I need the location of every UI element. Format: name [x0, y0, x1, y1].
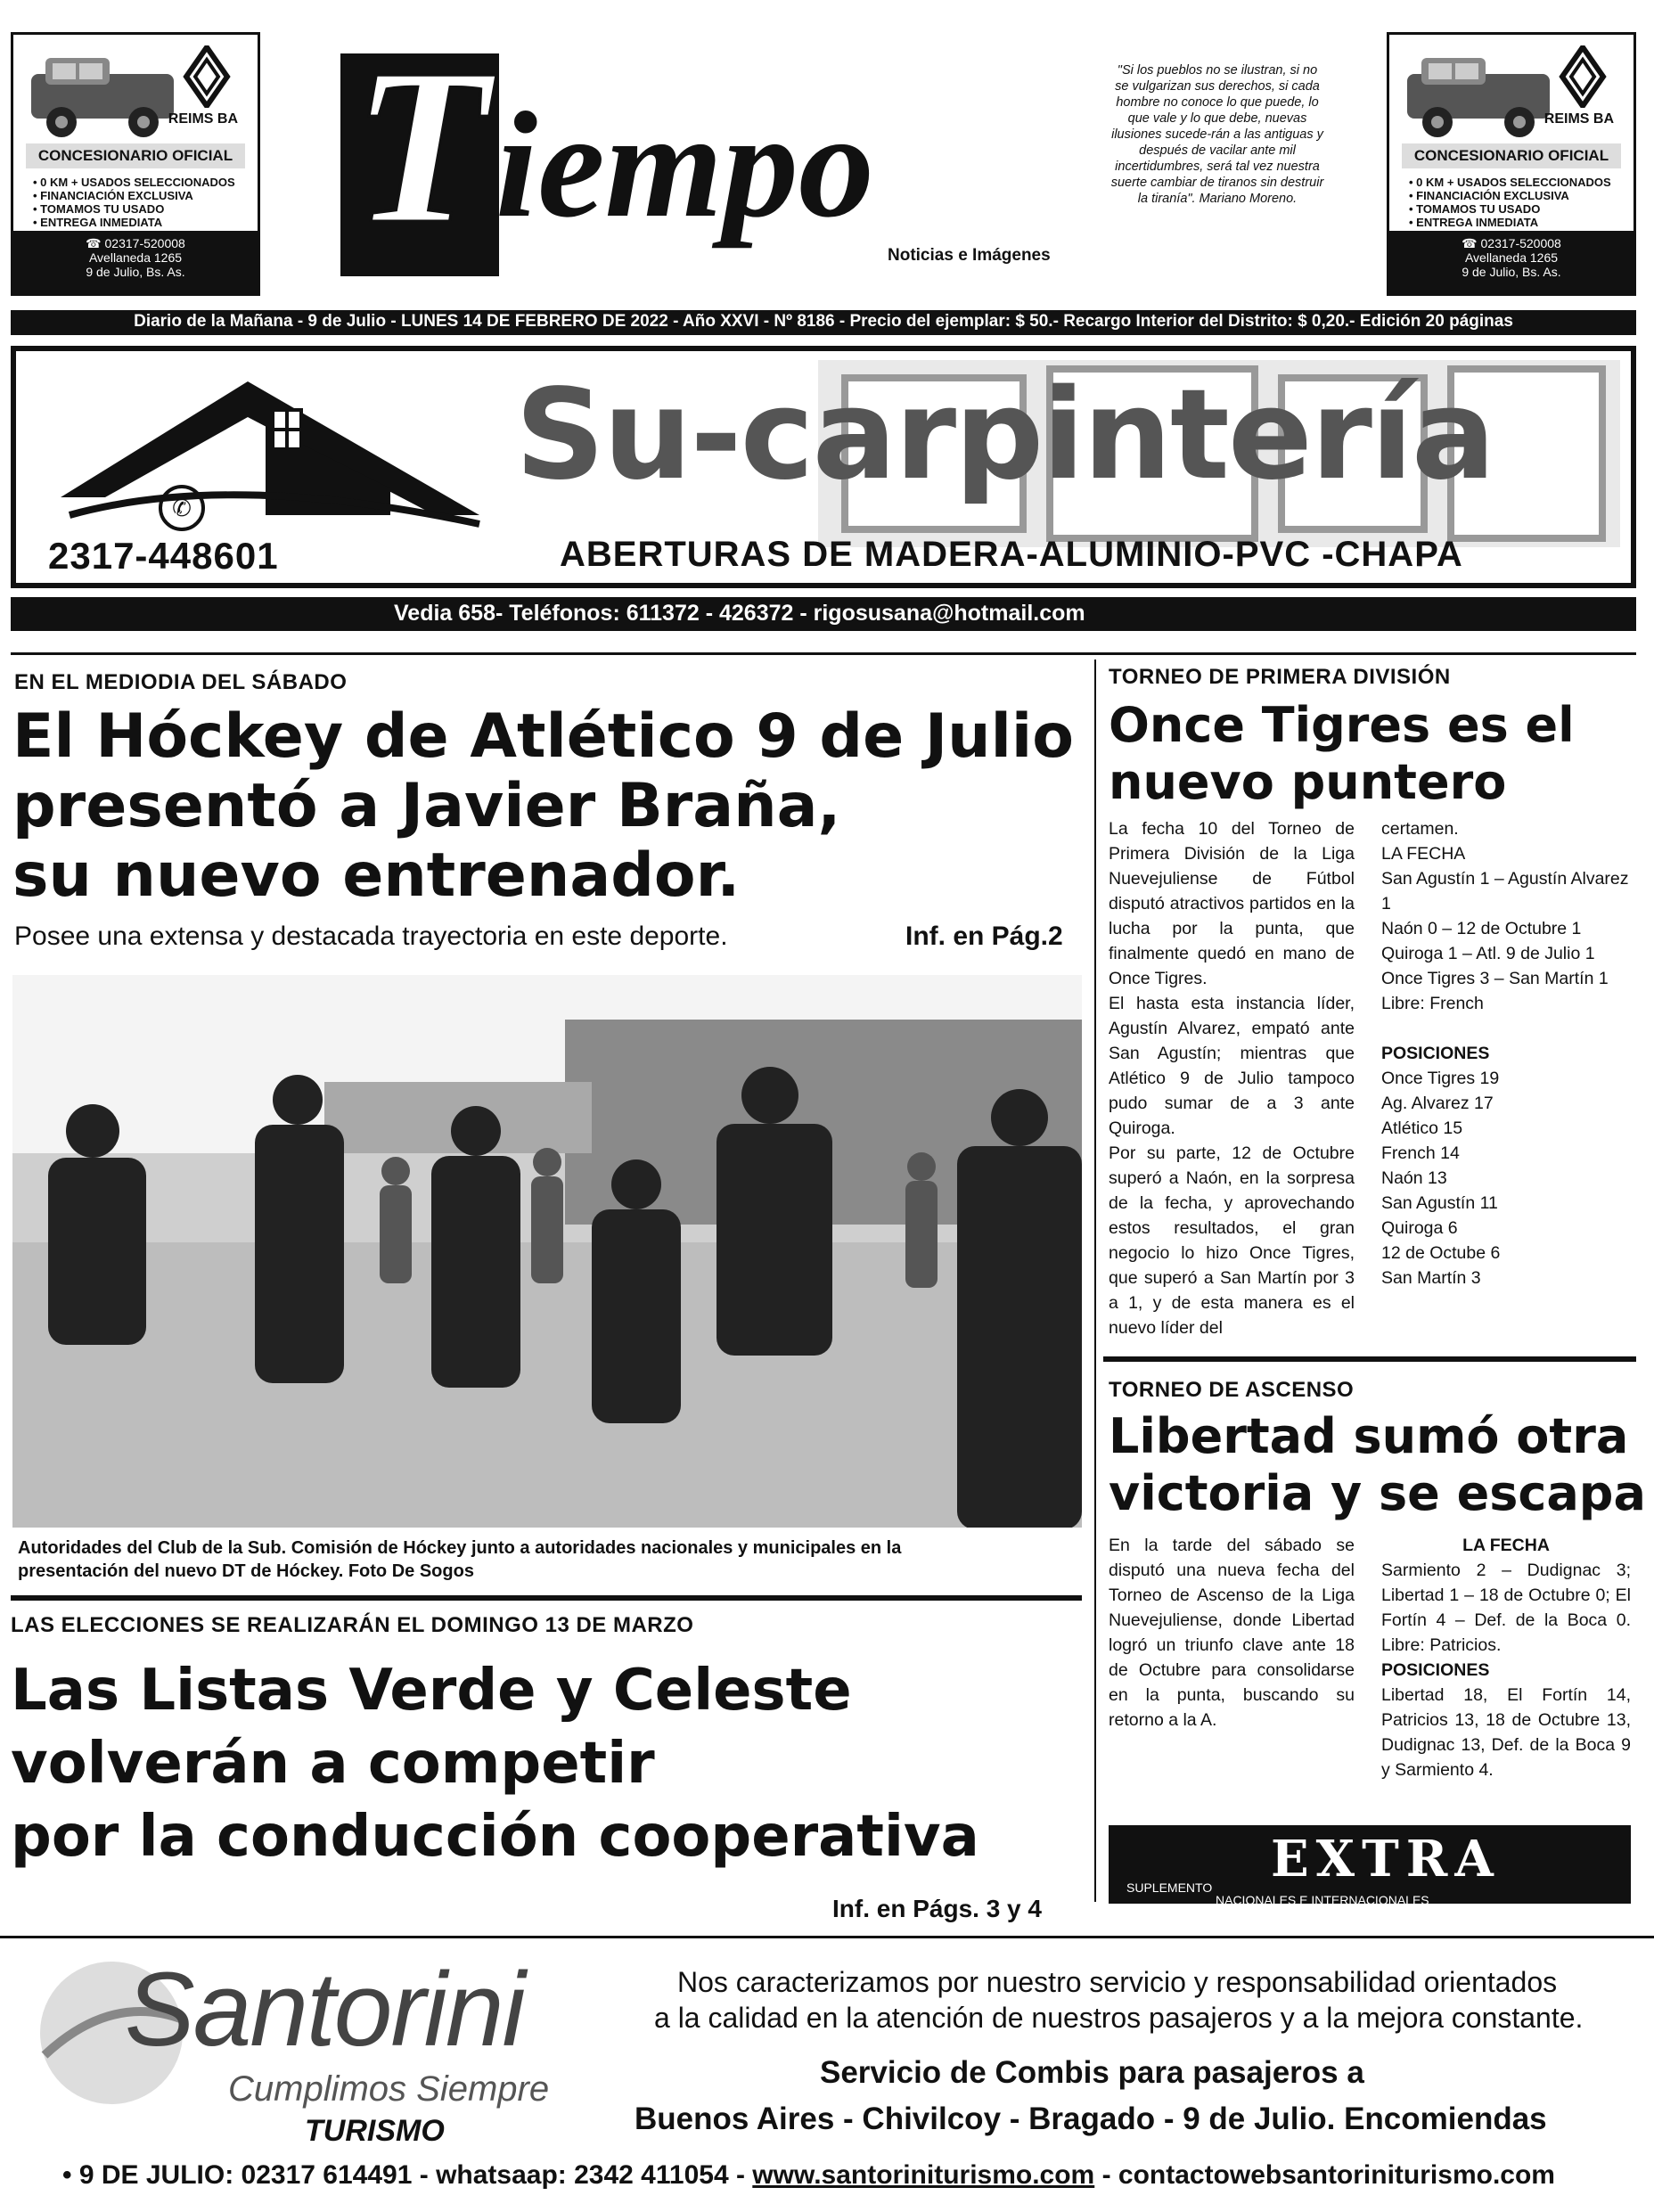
- side-ad-footer: [1389, 231, 1634, 293]
- primera-kicker: TORNEO DE PRIMERA DIVISIÓN: [1109, 665, 1451, 689]
- text-line: certamen.: [1381, 819, 1459, 839]
- ascenso-column-2: [1381, 1533, 1631, 1782]
- carpinteria-address-bar: [11, 597, 1636, 631]
- text-line: Quiroga 1 – Atl. 9 de Julio 1: [1381, 944, 1595, 963]
- headline-line: por la conducción cooperativa: [11, 1804, 979, 1870]
- phone-icon: ☎: [86, 236, 102, 250]
- elections-headline: [11, 1654, 979, 1873]
- headline-line: Las Listas Verde y Celeste: [11, 1658, 852, 1724]
- position-item: Ag. Alvarez 17: [1381, 1094, 1494, 1113]
- position-item: San Agustín 11: [1381, 1193, 1498, 1213]
- side-ad-footer: [13, 231, 258, 293]
- lead-photo: [12, 975, 1082, 1528]
- santorini-service1: Servicio de Combis para pasajeros a: [820, 2055, 1364, 2090]
- santorini-ad: [0, 1939, 1654, 2212]
- headline-line: El Hóckey de Atlético 9 de Julio: [12, 701, 1074, 772]
- paragraph: Por su parte, 12 de Octubre superó a Naón, en la sorpresa de la fecha, y aprovechando estos resultados, el gran negocio lo hizo Once Tigres, que superó a San Martín por 3 a 1, y de esta manera es el nuevo líder del: [1109, 1143, 1355, 1338]
- house-roof-icon: [52, 364, 497, 542]
- santorini-service2: Buenos Aires - Chivilcoy - Bragado - 9 de Julio. Encomiendas: [635, 2101, 1547, 2136]
- headline-line: presentó a Javier Braña,: [12, 771, 841, 841]
- positions-title: POSICIONES: [1381, 1660, 1490, 1680]
- position-item: San Martín 3: [1381, 1268, 1481, 1288]
- paragraph: La fecha 10 del Torneo de Primera División de la Liga Nuevejuliense de Fútbol disputó atractivos partidos en la lucha por la punta, que finalmente quedó en mano de Once Tigres.: [1109, 819, 1355, 988]
- headline-line: su nuevo entrenador.: [12, 840, 741, 911]
- santorini-website-link[interactable]: www.santorinituris​mo.com: [752, 2160, 1095, 2190]
- story-divider: [11, 1595, 1082, 1601]
- text-line: Naón 0 – 12 de Octubre 1: [1381, 919, 1582, 938]
- elections-page-ref: Inf. en Págs. 3 y 4: [832, 1895, 1042, 1922]
- paragraph: Sarmiento 2 – Dudignac 3; Libertad 1 – 18 de Octubre 0; El Fortín 4 – Def. de la Boca 0. Libre: Patricios.: [1381, 1561, 1631, 1655]
- renault-logo-icon: [181, 45, 233, 108]
- lead-photo-caption: [18, 1536, 901, 1583]
- caption-line: Autoridades del Club de la Sub. Comisión de Hóckey junto a autoridades nacionales y municipales en la: [18, 1538, 902, 1558]
- lead-page-ref: Inf. en Pág.2: [905, 922, 1063, 951]
- side-ad-address2: 9 de Julio, Bs. As.: [1462, 265, 1561, 279]
- side-ad-address1: Avellaneda 1265: [1464, 250, 1559, 265]
- side-ad-right: [1387, 32, 1636, 296]
- list-item: • FINANCIACIÓN EXCLUSIVA: [1409, 189, 1569, 202]
- position-item: Once Tigres 19: [1381, 1069, 1500, 1088]
- extra-supplement-box: [1109, 1825, 1631, 1907]
- issue-info-bar: Diario de la Mañana - 9 de Julio - LUNES 14 DE FEBRERO DE 2022 - Año XXVI - Nº 8186 - Precio del ejemplar: $ 50.- Recargo Interior del Distrito: $ 0,20.- Edición 20 páginas: [11, 310, 1636, 335]
- side-ad-list: [33, 176, 235, 229]
- group-photo-image: [12, 975, 1082, 1528]
- position-item: Naón 13: [1381, 1168, 1447, 1188]
- section-divider: [11, 652, 1636, 655]
- carpinteria-title: Su-carpintería: [515, 363, 1494, 508]
- ascenso-kicker: TORNEO DE ASCENSO: [1109, 1378, 1355, 1402]
- whatsapp-icon: ✆: [159, 485, 205, 531]
- renault-logo-icon: [1557, 45, 1609, 108]
- side-ad-brand: REIMS BA: [1543, 111, 1614, 127]
- side-ad-phone: 02317-520008: [1480, 236, 1561, 250]
- list-item: • 0 KM + USADOS SELECCIONADOS: [33, 176, 235, 189]
- santorini-footer-contact: • 9 DE JULIO: 02317 614491 - whatsaap: 2342 411054 -: [62, 2160, 753, 2190]
- lead-kicker: EN EL MEDIODIA DEL SÁBADO: [14, 670, 348, 694]
- text-line: LA FECHA: [1381, 844, 1466, 864]
- headline-line: Once Tigres es el: [1109, 697, 1575, 753]
- primera-column-2: [1381, 816, 1631, 1290]
- text-line: San Agustín 1 – Agustín Alvarez 1: [1381, 869, 1629, 913]
- carpinteria-phone: 2317-448601: [48, 535, 279, 577]
- side-ad-badge: CONCESIONARIO OFICIAL: [1402, 143, 1621, 168]
- masthead-logo-word: iempo: [495, 81, 874, 249]
- positions-title: POSICIONES: [1381, 1044, 1490, 1063]
- column-divider: [1094, 660, 1096, 1902]
- santorini-footer-email: - contactowebsantorinituris​mo.com: [1094, 2160, 1555, 2190]
- paragraph: El hasta esta instancia líder, Agustín Alvarez, empató ante San Agustín; mientras que Atlético 9 de Julio tampoco pudo sumar de a 3 ante Quiroga.: [1109, 994, 1355, 1138]
- carpinteria-address: Vedia 658- Teléfonos: 611372 - 426372 - rigosusana@hotmail.com: [394, 601, 1085, 626]
- phone-icon: ☎: [1462, 236, 1478, 250]
- list-item: • ENTREGA INMEDIATA: [33, 216, 163, 229]
- position-item: French 14: [1381, 1143, 1460, 1163]
- paragraph: En la tarde del sábado se disputó una nueva fecha del Torneo de Ascenso de la Liga Nuevejuliense, donde Libertad logró un triunfo clave ante 18 de Octubre para consolidarse en la punta, buscando su retorno a la A.: [1109, 1536, 1355, 1730]
- headline-line: Libertad sumó otra: [1109, 1408, 1629, 1464]
- position-item: 12 de Octube 6: [1381, 1243, 1501, 1263]
- carpinteria-banner: [11, 346, 1636, 588]
- ascenso-column-1: [1109, 1533, 1355, 1733]
- position-item: Atlético 15: [1381, 1118, 1463, 1138]
- side-ad-badge: CONCESIONARIO OFICIAL: [26, 143, 245, 168]
- list-item: • TOMAMOS TU USADO: [1409, 202, 1541, 216]
- list-item: • ENTREGA INMEDIATA: [1409, 216, 1539, 229]
- elections-kicker: LAS ELECCIONES SE REALIZARÁN EL DOMINGO 13 DE MARZO: [11, 1613, 694, 1637]
- side-ad-address1: Avellaneda 1265: [88, 250, 183, 265]
- side-ad-phone: 02317-520008: [104, 236, 185, 250]
- santorini-brand: Santorini: [125, 1951, 524, 2069]
- side-ad-left: [11, 32, 260, 296]
- text-line: Libre: French: [1381, 994, 1484, 1013]
- side-ad-address2: 9 de Julio, Bs. As.: [86, 265, 185, 279]
- lead-deck: Posee una extensa y destacada trayectoria en este deporte.: [14, 922, 728, 951]
- pickup-truck-image: [26, 47, 177, 145]
- list-item: • TOMAMOS TU USADO: [33, 202, 165, 216]
- headline-line: nuevo puntero: [1109, 754, 1507, 810]
- position-item: Quiroga 6: [1381, 1218, 1458, 1238]
- santorini-slogan: Cumplimos Siempre: [228, 2069, 550, 2109]
- list-item: • FINANCIACIÓN EXCLUSIVA: [33, 189, 193, 202]
- primera-column-1: [1109, 816, 1355, 1340]
- caption-line: presentación del nuevo DT de Hóckey. Foto De Sogos: [18, 1561, 474, 1581]
- masthead-quote: "Si los pueblos no se ilustran, si no se vulgarizan sus derechos, si cada hombre no conoce lo que puede, lo que vale y lo que debe, nuevas ilusiones sucede-rán a las antiguas y después de vacilar ante mil incertidumbres, será tal vez nuestra suerte cambiar de tiranos sin destruir la tiranía". Mariano Moreno.: [1110, 63, 1324, 206]
- story-divider: [1103, 1356, 1636, 1362]
- text-line: Once Tigres 3 – San Martín 1: [1381, 969, 1609, 988]
- fecha-title: LA FECHA: [1462, 1536, 1550, 1555]
- lead-headline: [12, 702, 1074, 911]
- headline-line: volverán a competir: [11, 1731, 655, 1797]
- extra-line2-visible: NACIONALES E INTERNACIONALES: [1216, 1893, 1429, 1907]
- masthead-logo-initial: T: [353, 23, 489, 270]
- primera-headline: [1109, 697, 1575, 811]
- extra-line1: SUPLEMENTO: [1126, 1880, 1213, 1895]
- carpinteria-subtitle: ABERTURAS DE MADERA-ALUMINIO-PVC -CHAPA: [560, 535, 1463, 574]
- paragraph: Libertad 18, El Fortín 14, Patricios 13, 18 de Octubre 13, Dudignac 13, Def. de la Boca 9 y Sarmiento 4.: [1381, 1685, 1631, 1780]
- side-ad-list: [1409, 176, 1611, 229]
- section-divider: [0, 1936, 1654, 1938]
- santorini-text2: a la calidad en la atención de nuestros pasajeros y a la mejora constante.: [654, 2002, 1584, 2034]
- santorini-text1: Nos caracterizamos por nuestro servicio y responsabilidad orientados: [677, 1966, 1558, 1998]
- list-item: • 0 KM + USADOS SELECCIONADOS: [1409, 176, 1611, 189]
- extra-title: EXTRA: [1271, 1830, 1501, 1888]
- headline-line: victoria y se escapa: [1109, 1465, 1646, 1521]
- santorini-footer: [62, 2160, 1555, 2191]
- ascenso-headline: [1109, 1408, 1646, 1522]
- side-ad-brand: REIMS BA: [168, 111, 238, 127]
- masthead-tagline: Noticias e Imágenes: [888, 246, 1051, 265]
- santorini-type: TURISMO: [305, 2114, 445, 2148]
- pickup-truck-image: [1402, 47, 1553, 145]
